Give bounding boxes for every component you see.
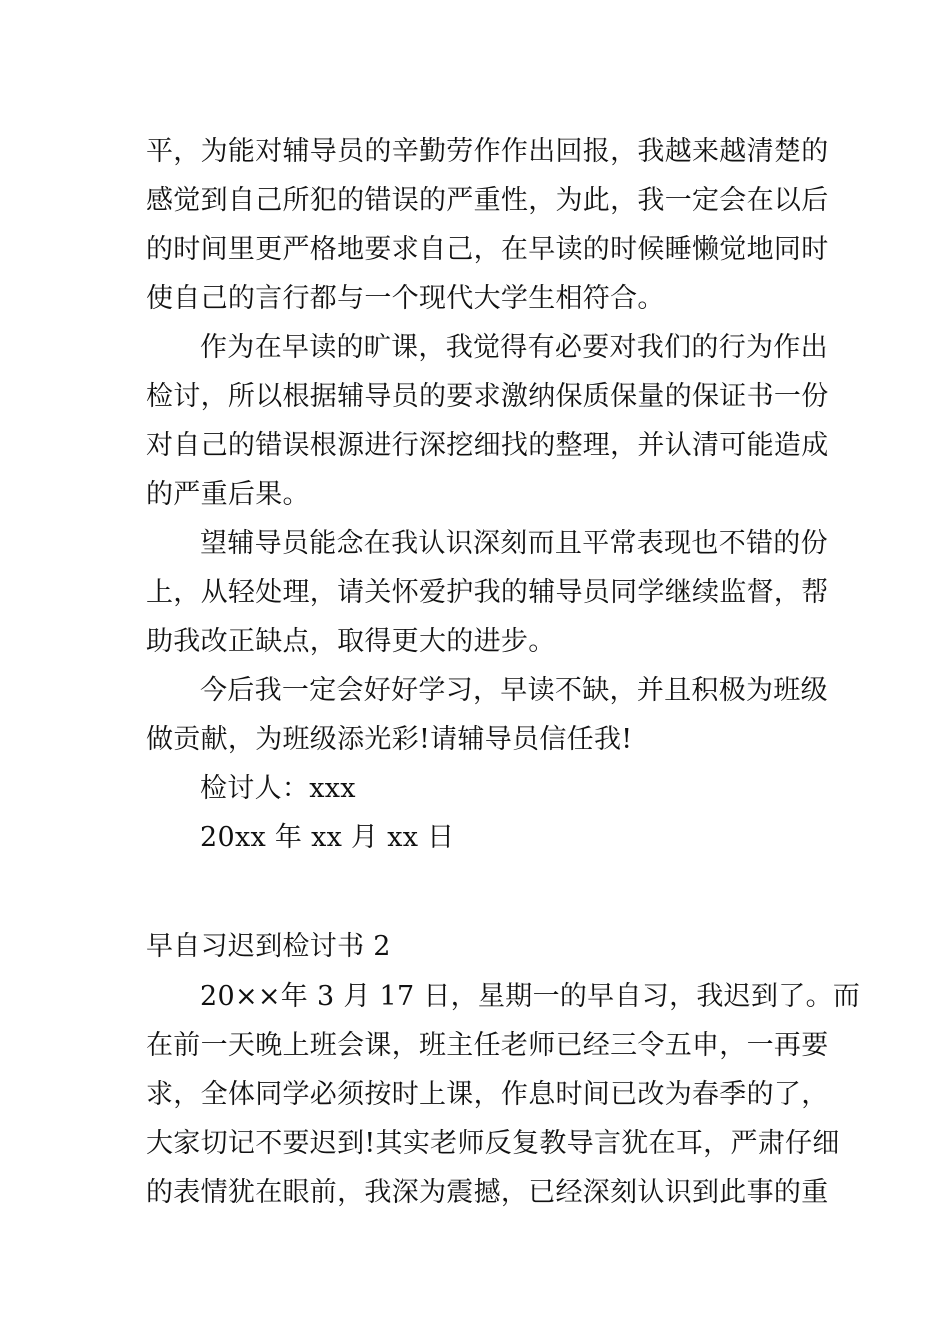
text-line: 平，为能对辅导员的辛勤劳作作出回报，我越来越清楚的 xyxy=(146,136,829,167)
text-line: 做贡献，为班级添光彩!请辅导员信任我! xyxy=(146,724,633,755)
date-line: 20xx 年 xx 月 xx 日 xyxy=(200,822,455,853)
paragraph-start-line: 今后我一定会好好学习，早读不缺，并且积极为班级 xyxy=(200,675,828,706)
paragraph-start-line: 作为在早读的旷课，我觉得有必要对我们的行为作出 xyxy=(200,332,828,363)
text-line: 上，从轻处理，请关怀爱护我的辅导员同学继续监督，帮 xyxy=(146,577,829,608)
text-line: 求，全体同学必须按时上课，作息时间已改为春季的了， xyxy=(146,1079,829,1110)
section-heading-block xyxy=(146,922,806,971)
text-line: 助我改正缺点，取得更大的进步。 xyxy=(146,626,556,657)
signature-line: 检讨人：xxx xyxy=(200,773,356,804)
text-line: 检讨，所以根据辅导员的要求激纳保质保量的保证书一份 xyxy=(146,381,829,412)
text-line: 对自己的错误根源进行深挖细找的整理，并认清可能造成 xyxy=(146,430,829,461)
body-text-bottom xyxy=(146,972,861,1217)
text-line: 大家切记不要迟到!其实老师反复教导言犹在耳，严肃仔细 xyxy=(146,1128,840,1159)
text-line: 的表情犹在眼前，我深为震撼，已经深刻认识到此事的重 xyxy=(146,1177,829,1208)
text-line: 使自己的言行都与一个现代大学生相符合。 xyxy=(146,283,665,314)
paragraph-start-line: 20××年 3 月 17 日，星期一的早自习，我迟到了。而 xyxy=(200,981,861,1012)
paragraph-start-line: 望辅导员能念在我认识深刻而且平常表现也不错的份 xyxy=(200,528,828,559)
text-line: 在前一天晚上班会课，班主任老师已经三令五申，一再要 xyxy=(146,1030,829,1061)
section-heading: 早自习迟到检讨书 2 xyxy=(146,931,391,962)
body-text-top xyxy=(146,127,829,862)
text-line: 感觉到自己所犯的错误的严重性，为此，我一定会在以后 xyxy=(146,185,829,216)
text-line: 的严重后果。 xyxy=(146,479,310,510)
text-line: 的时间里更严格地要求自己，在早读的时候睡懒觉地同时 xyxy=(146,234,829,265)
